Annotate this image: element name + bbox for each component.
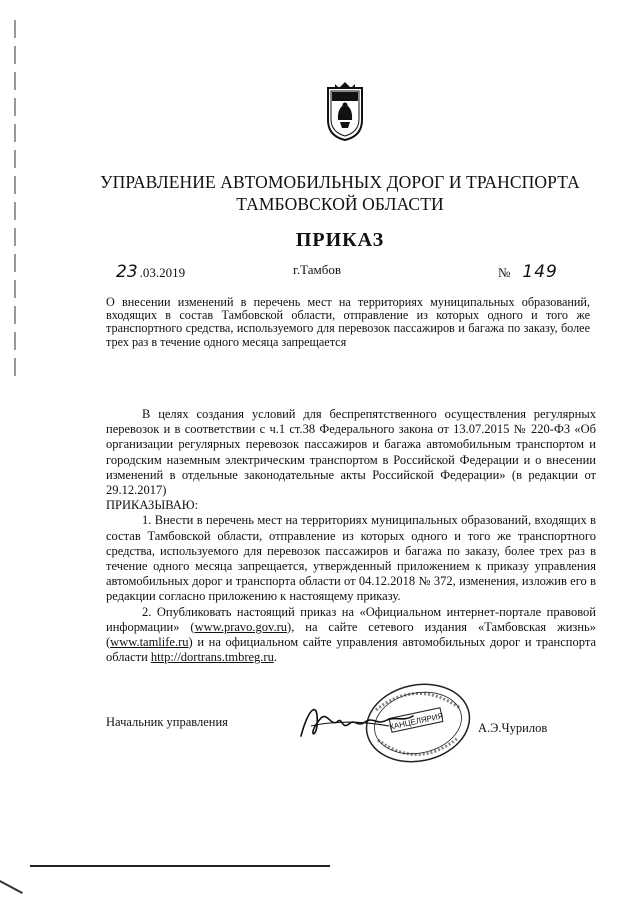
dortrans-link[interactable]: http://dortrans.tmbreg.ru (150, 650, 274, 665)
document-type-title: ПРИКАЗ (295, 229, 385, 251)
order-word: ПРИКАЗЫВАЮ: (106, 498, 199, 513)
stamp-label: КАНЦЕЛЯРИЯ (388, 711, 445, 732)
pravo-link[interactable]: www.pravo.gov.ru (194, 619, 288, 634)
order-item-2 (106, 605, 596, 666)
tamlife-link[interactable]: www.tamlife.ru (110, 635, 189, 650)
handwritten-signature (297, 696, 417, 744)
signatory-role: Начальник управления (106, 715, 228, 729)
document-subject: О внесении изменений в перечень мест на территориях муниципальных образований, входящих в состав Тамбовской области, отправление из которых одного и того же транспортного средства, используемого для перевозок пассажиров и багажа по заказу, более трех раз в течение одного месяца запрещается (106, 295, 590, 349)
item2-text-part1: 2. Опубликовать настоящий приказ на «Официальном интернет-портале правовой информации» ( (106, 604, 596, 634)
coat-of-arms-emblem (322, 80, 368, 142)
order-item-1: 1. Внести в перечень мест на территориях муниципальных образований, входящих в состав Тамбовской области, отправление из которых одного и того же транспортного средства, используемого для перевозок пассажиров и багажа по заказу, более трех раз в течение одного месяца запрещается, утвержденный приложением к приказу управления автомобильных дорог и транспорта области от 04.12.2018 № 372, изменения, изложив его в редакции согласно приложению к настоящему приказу. (106, 513, 596, 604)
organization-line-2: ТАМБОВСКОЙ ОБЛАСТИ (236, 194, 444, 214)
document-city: г.Тамбов (293, 262, 341, 277)
organization-name (90, 171, 590, 215)
number-label: № (498, 265, 511, 280)
date-month-year: .03.2019 (139, 265, 186, 280)
scan-bottom-line (30, 865, 330, 867)
number-handwritten: 149 (522, 262, 558, 282)
document-date (116, 262, 185, 282)
scan-edge-mark (14, 20, 16, 380)
preamble-paragraph: В целях создания условий для беспрепятственного осуществления регулярных перевозок и в соответствии с ч.1 ст.38 Федерального закона от 13.07.2015 № 220-ФЗ «Об организации регулярных перевозок пассажиров и багажа автомобильным транспортом и городским наземным электрическим транспортом в Российской Федерации и о внесении изменений в отдельные законодательные акты Российской Федерации» (в редакции от 29.12.2017) (106, 407, 596, 498)
item2-text-part3: ) и на официальном сайте управления автомобильных дорог и транспорта области (106, 635, 596, 665)
organization-line-1: УПРАВЛЕНИЕ АВТОМОБИЛЬНЫХ ДОРОГ И ТРАНСПОРТА (100, 172, 580, 192)
signatory-name: А.Э.Чурилов (478, 721, 548, 735)
item2-text-part4: . (273, 650, 277, 665)
document-body (106, 407, 596, 665)
item2-text-part2: ), на сайте сетевого издания «Тамбовская жизнь» ( (106, 619, 596, 650)
document-number (498, 262, 558, 282)
scan-corner-mark (0, 880, 23, 910)
date-day-handwritten: 23 (116, 262, 138, 282)
